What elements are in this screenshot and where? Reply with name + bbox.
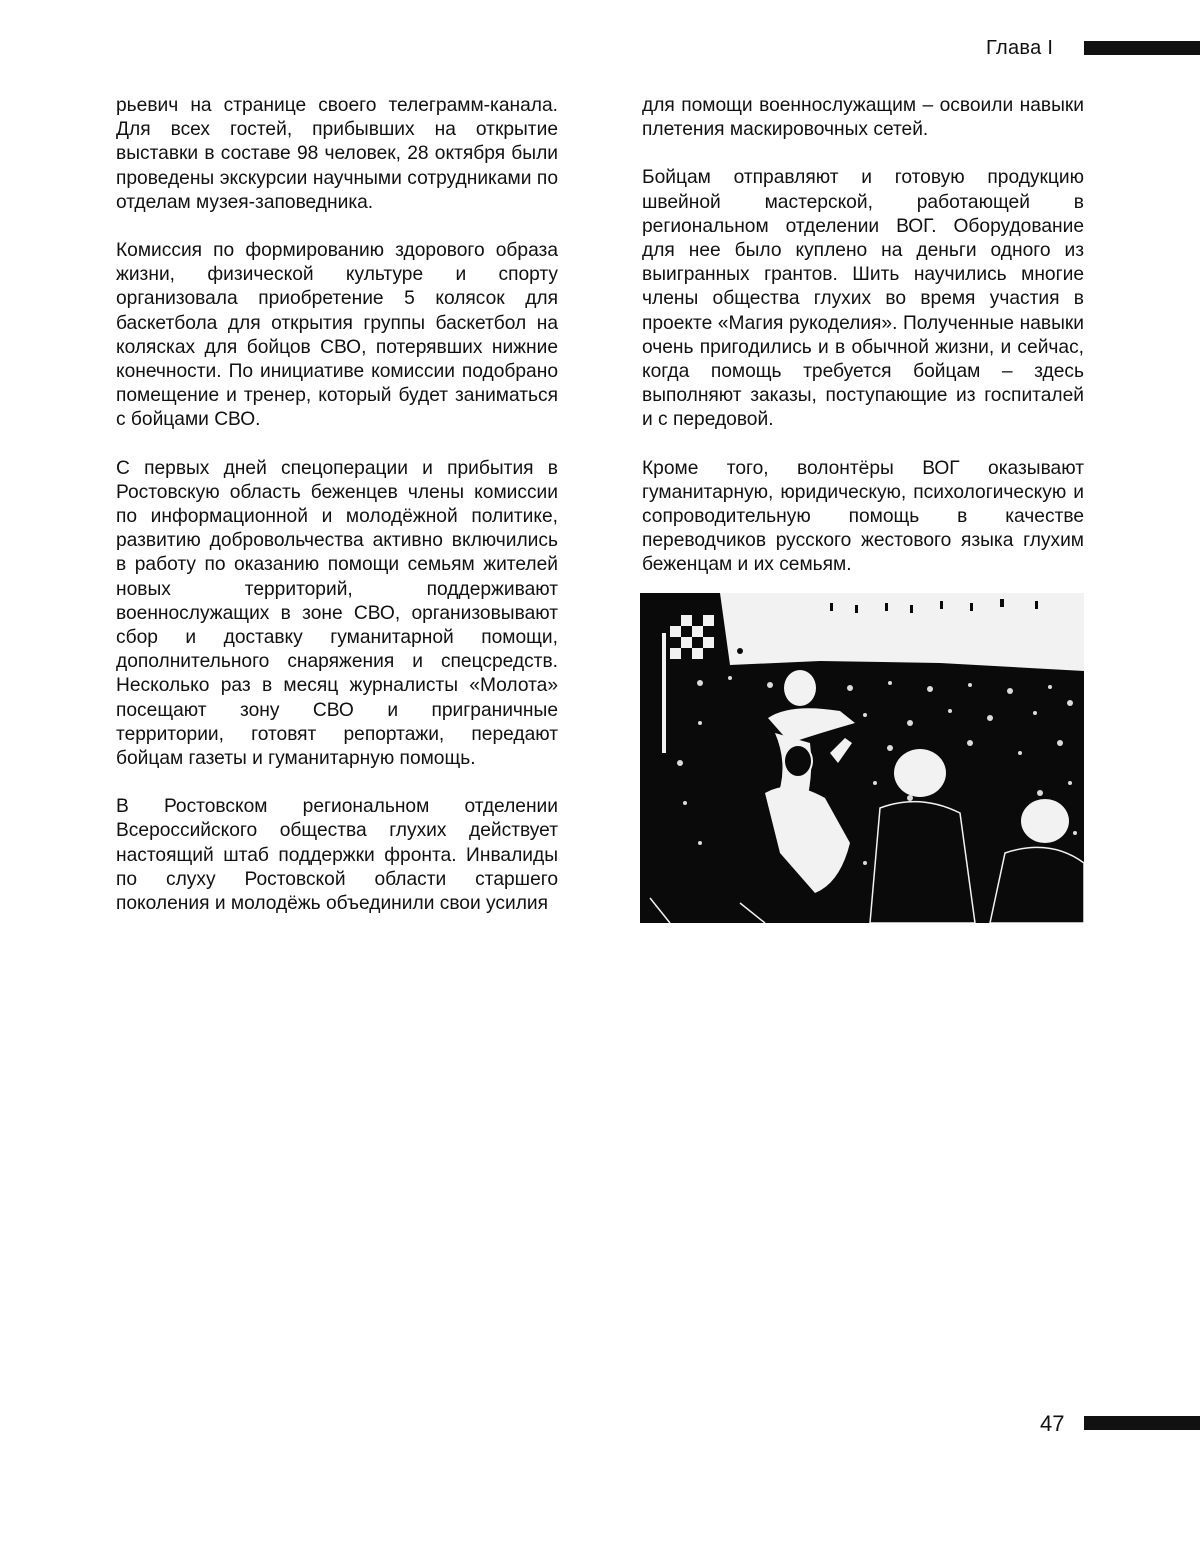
photo-camouflage-net-weaving	[640, 593, 1084, 923]
left-paragraph-3: С первых дней спецоперации и прибытия в Ростовскую область беженцев члены комиссии по информационной и молодёжной политике, развитию добровольчества активно включились в работу по оказанию помощи семьям жителей новых территорий, поддерживают военнослужащих в зоне СВО, организовывают сбор и доставку гуманитарной помощи, дополнительного снаряжения и спецсредств. Несколько раз в месяц журналисты «Молота» посещают зону СВО и приграничные территории, готовят репортажи, передают бойцам газеты и гуманитарную помощь.	[116, 457, 558, 770]
right-paragraph-2: Бойцам отправляют и готовую продукцию швейной мастерской, работающей в региональном отделении ВОГ. Оборудование для нее было куплено на деньги одного из выигранных грантов. Шить научились многие члены общества глухих во время участия в проекте «Магия рукоделия». Полученные навыки очень пригодились и в обычной жизни, и сейчас, когда помощь требуется бойцам – здесь выполняют заказы, поступающие из госпиталей и с передовой.	[642, 167, 1084, 431]
footer-bar	[1084, 1416, 1200, 1430]
right-paragraph-1: для помощи военнослужащим – освоили навыки плетения маскировочных сетей.	[642, 95, 1084, 141]
right-paragraph-3: Кроме того, волонтёры ВОГ оказывают гуманитарную, юридическую, психологическую и сопроводительную помощь в качестве переводчиков русского жестового языка глухим беженцам и их семьям.	[642, 457, 1084, 576]
left-paragraph-1: рьевич на странице своего телеграмм-канала. Для всех гостей, прибывших на открытие выставки в составе 98 человек, 28 октября были проведены экскурсии научными сотрудниками по отделам музея-заповедника.	[116, 95, 558, 213]
right-column	[642, 94, 1084, 602]
page-number: 47	[1040, 1411, 1065, 1436]
left-paragraph-4: В Ростовском региональном отделении Всероссийского общества глухих действует настоящий штаб поддержки фронта. Инвалиды по слуху Ростовской области старшего поколения и молодёжь объединили свои усилия	[116, 796, 558, 915]
header-bar	[1084, 41, 1200, 55]
left-column	[116, 94, 558, 940]
left-paragraph-2: Комиссия по формированию здорового образа жизни, физической культуре и спорту организовала приобретение 5 колясок для баскетбола для открытия группы баскетбол на колясках для бойцов СВО, потерявших нижние конечности. По инициативе комиссии подобрано помещение и тренер, который будет заниматься с бойцами СВО.	[116, 240, 558, 431]
chapter-label: Глава I	[986, 37, 1054, 59]
photo-illustration	[640, 593, 1084, 923]
